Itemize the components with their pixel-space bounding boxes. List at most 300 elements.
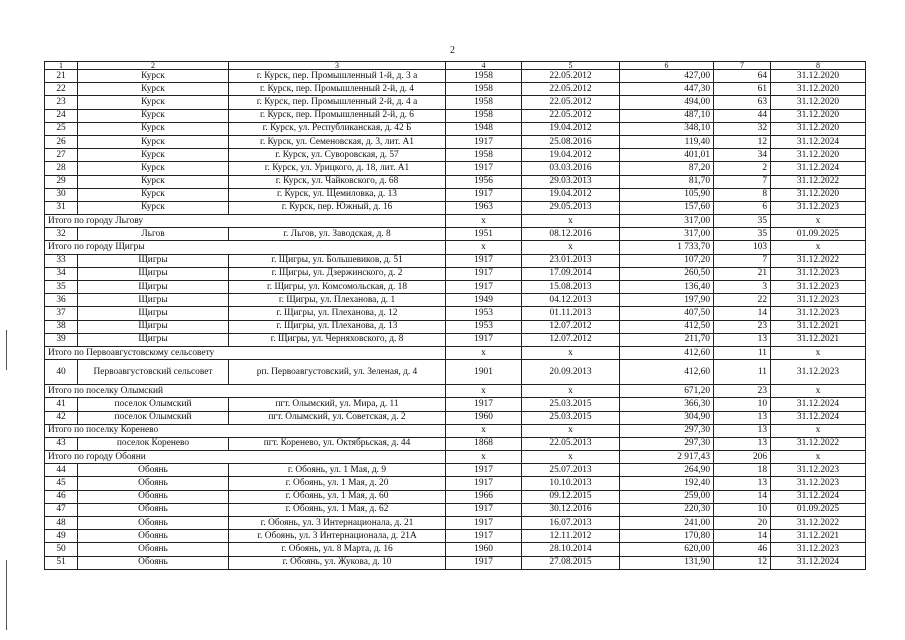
table-cell: 31.12.2020 bbox=[771, 83, 866, 96]
table-cell: 44 bbox=[45, 464, 78, 477]
table-cell: 31.12.2020 bbox=[771, 70, 866, 83]
table-cell: 31.12.2024 bbox=[771, 556, 866, 569]
column-number: 6 bbox=[620, 62, 714, 70]
table-cell: 37 bbox=[45, 307, 78, 320]
table-cell: г. Курск, ул. Республиканская, д. 42 Б bbox=[229, 122, 446, 135]
table-cell: 10 bbox=[714, 398, 771, 411]
table-cell: г. Щигры, ул. Плеханова, д. 13 bbox=[229, 320, 446, 333]
table-cell: 1963 bbox=[446, 201, 522, 214]
table-cell: 1917 bbox=[446, 398, 522, 411]
table-cell: 494,00 bbox=[620, 96, 714, 109]
table-cell: 18 bbox=[714, 464, 771, 477]
table-cell: 63 bbox=[714, 96, 771, 109]
column-number: 4 bbox=[446, 62, 522, 70]
table-cell: 22.05.2012 bbox=[522, 96, 620, 109]
table-cell: 447,30 bbox=[620, 83, 714, 96]
table-cell: 297,30 bbox=[620, 437, 714, 450]
table-row bbox=[45, 490, 866, 503]
table-cell: 1917 bbox=[446, 503, 522, 516]
table-cell: 32 bbox=[45, 228, 78, 241]
table-cell: 13 bbox=[714, 437, 771, 450]
table-cell: 31.12.2023 bbox=[771, 201, 866, 214]
table-cell: 1958 bbox=[446, 109, 522, 122]
subtotal-cell: х bbox=[522, 424, 620, 437]
table-cell: 43 bbox=[45, 437, 78, 450]
table-row bbox=[45, 556, 866, 569]
subtotal-cell: 2 917,43 bbox=[620, 451, 714, 464]
table-cell: 14 bbox=[714, 490, 771, 503]
table-cell: 61 bbox=[714, 83, 771, 96]
table-cell: Курск bbox=[78, 201, 229, 214]
table-row bbox=[45, 70, 866, 83]
table-cell: 1949 bbox=[446, 294, 522, 307]
table-cell: 31.12.2020 bbox=[771, 149, 866, 162]
table-cell: 29.03.2013 bbox=[522, 175, 620, 188]
table-cell: г. Курск, пер. Промышленный 2-й, д. 4 а bbox=[229, 96, 446, 109]
subtotal-row bbox=[45, 424, 866, 437]
table-cell: 31.12.2024 bbox=[771, 162, 866, 175]
subtotal-label: Итого по поселку Коренево bbox=[45, 424, 446, 437]
subtotal-row bbox=[45, 385, 866, 398]
table-cell: 31.12.2022 bbox=[771, 517, 866, 530]
table-cell: 04.12.2013 bbox=[522, 294, 620, 307]
table-cell: пгт. Олымский, ул. Мира, д. 11 bbox=[229, 398, 446, 411]
table-cell: 35 bbox=[45, 281, 78, 294]
table-row bbox=[45, 149, 866, 162]
table-cell: 13 bbox=[714, 333, 771, 346]
table-cell: 12 bbox=[714, 135, 771, 148]
subtotal-cell: 206 bbox=[714, 451, 771, 464]
table-row bbox=[45, 254, 866, 267]
table-cell: 13 bbox=[714, 477, 771, 490]
table-cell: 131,90 bbox=[620, 556, 714, 569]
table-cell: 36 bbox=[45, 294, 78, 307]
table-cell: 22 bbox=[714, 294, 771, 307]
table-cell: Щигры bbox=[78, 320, 229, 333]
table-cell: г. Курск, пер. Южный, д. 16 bbox=[229, 201, 446, 214]
table-cell: 31.12.2024 bbox=[771, 135, 866, 148]
table-cell: 31.12.2023 bbox=[771, 477, 866, 490]
subtotal-cell: х bbox=[522, 385, 620, 398]
column-number: 2 bbox=[78, 62, 229, 70]
subtotal-row bbox=[45, 241, 866, 254]
table-cell: Щигры bbox=[78, 281, 229, 294]
table-cell: 1917 bbox=[446, 267, 522, 280]
table-cell: г. Курск, ул. Урицкого, д. 18, лит. А1 bbox=[229, 162, 446, 175]
table-cell: 21 bbox=[45, 70, 78, 83]
table-cell: 16.07.2013 bbox=[522, 517, 620, 530]
table-cell: 17.09.2014 bbox=[522, 267, 620, 280]
table-cell: 31.12.2022 bbox=[771, 437, 866, 450]
subtotal-cell: 671,20 bbox=[620, 385, 714, 398]
table-cell: поселок Олымский bbox=[78, 398, 229, 411]
table-cell: г. Курск, пер. Промышленный 1-й, д. 3 а bbox=[229, 70, 446, 83]
table-cell: 38 bbox=[45, 320, 78, 333]
table-cell: 192,40 bbox=[620, 477, 714, 490]
table-cell: 31 bbox=[45, 201, 78, 214]
table-cell: 136,40 bbox=[620, 281, 714, 294]
table-cell: 01.09.2025 bbox=[771, 228, 866, 241]
table-cell: 42 bbox=[45, 411, 78, 424]
table-cell: 1953 bbox=[446, 307, 522, 320]
subtotal-cell: 23 bbox=[714, 385, 771, 398]
table-row bbox=[45, 281, 866, 294]
table-row bbox=[45, 530, 866, 543]
table-cell: 317,00 bbox=[620, 228, 714, 241]
table-cell: 20 bbox=[714, 517, 771, 530]
table-cell: 412,50 bbox=[620, 320, 714, 333]
table-cell: 22.05.2012 bbox=[522, 83, 620, 96]
table-cell: 25.08.2016 bbox=[522, 135, 620, 148]
table-row bbox=[45, 517, 866, 530]
table-cell: 1917 bbox=[446, 556, 522, 569]
table-cell: 31.12.2024 bbox=[771, 411, 866, 424]
table-cell: 412,60 bbox=[620, 360, 714, 385]
table-cell: 1958 bbox=[446, 96, 522, 109]
table-cell: г. Щигры, ул. Плеханова, д. 1 bbox=[229, 294, 446, 307]
table-row bbox=[45, 228, 866, 241]
table-cell: 264,90 bbox=[620, 464, 714, 477]
table-cell: 39 bbox=[45, 333, 78, 346]
table-cell: 31.12.2021 bbox=[771, 333, 866, 346]
table-cell: 31.12.2023 bbox=[771, 267, 866, 280]
table-cell: 1868 bbox=[446, 437, 522, 450]
table-cell: 1917 bbox=[446, 162, 522, 175]
table-cell: г. Обоянь, ул. Жукова, д. 10 bbox=[229, 556, 446, 569]
table-cell: Курск bbox=[78, 175, 229, 188]
table-cell: 35 bbox=[714, 228, 771, 241]
table-cell: г. Щигры, ул. Большевиков, д. 51 bbox=[229, 254, 446, 267]
table-cell: 220,30 bbox=[620, 503, 714, 516]
table-row bbox=[45, 96, 866, 109]
table-cell: 1948 bbox=[446, 122, 522, 135]
column-number: 3 bbox=[229, 62, 446, 70]
table-cell: 34 bbox=[45, 267, 78, 280]
subtotal-label: Итого по городу Щигры bbox=[45, 241, 446, 254]
subtotal-cell: 11 bbox=[714, 346, 771, 359]
table-cell: 12 bbox=[714, 556, 771, 569]
table-cell: 8 bbox=[714, 188, 771, 201]
table-cell: 620,00 bbox=[620, 543, 714, 556]
table-cell: 197,90 bbox=[620, 294, 714, 307]
table-cell: 10.10.2013 bbox=[522, 477, 620, 490]
table-cell: 1917 bbox=[446, 188, 522, 201]
table-cell: 31.12.2023 bbox=[771, 281, 866, 294]
table-cell: 50 bbox=[45, 543, 78, 556]
subtotal-cell: 13 bbox=[714, 424, 771, 437]
table-row bbox=[45, 543, 866, 556]
table-cell: 12.07.2012 bbox=[522, 320, 620, 333]
table-cell: Щигры bbox=[78, 294, 229, 307]
table-cell: 31.12.2020 bbox=[771, 188, 866, 201]
table-row bbox=[45, 267, 866, 280]
table-cell: 14 bbox=[714, 530, 771, 543]
table-cell: 31.12.2021 bbox=[771, 530, 866, 543]
table-cell: Обоянь bbox=[78, 490, 229, 503]
table-cell: 44 bbox=[714, 109, 771, 122]
table-cell: 45 bbox=[45, 477, 78, 490]
table-row bbox=[45, 398, 866, 411]
table-row bbox=[45, 122, 866, 135]
table-cell: 31.12.2023 bbox=[771, 294, 866, 307]
table-cell: 1917 bbox=[446, 464, 522, 477]
table-cell: 41 bbox=[45, 398, 78, 411]
table-cell: 46 bbox=[714, 543, 771, 556]
table-row bbox=[45, 320, 866, 333]
table-cell: 21 bbox=[714, 267, 771, 280]
subtotal-cell: х bbox=[446, 346, 522, 359]
table-cell: 3 bbox=[714, 281, 771, 294]
registry-table bbox=[44, 61, 866, 570]
column-number: 1 bbox=[45, 62, 78, 70]
table-cell: 31.12.2024 bbox=[771, 398, 866, 411]
table-row bbox=[45, 464, 866, 477]
table-cell: Щигры bbox=[78, 333, 229, 346]
table-cell: 304,90 bbox=[620, 411, 714, 424]
subtotal-cell: 412,60 bbox=[620, 346, 714, 359]
table-cell: 23 bbox=[45, 96, 78, 109]
table-cell: 107,20 bbox=[620, 254, 714, 267]
table-cell: г. Щигры, ул. Дзержинского, д. 2 bbox=[229, 267, 446, 280]
table-cell: поселок Коренево bbox=[78, 437, 229, 450]
table-cell: Обоянь bbox=[78, 543, 229, 556]
subtotal-row bbox=[45, 346, 866, 359]
table-cell: 64 bbox=[714, 70, 771, 83]
table-cell: 1917 bbox=[446, 517, 522, 530]
table-cell: 1966 bbox=[446, 490, 522, 503]
subtotal-label: Итого по поселку Олымский bbox=[45, 385, 446, 398]
table-cell: Курск bbox=[78, 96, 229, 109]
table-cell: 259,00 bbox=[620, 490, 714, 503]
table-cell: 7 bbox=[714, 254, 771, 267]
table-cell: 25.03.2015 bbox=[522, 411, 620, 424]
subtotal-cell: х bbox=[446, 215, 522, 228]
table-cell: 30.12.2016 bbox=[522, 503, 620, 516]
table-cell: г. Обоянь, ул. 8 Марта, д. 16 bbox=[229, 543, 446, 556]
table-cell: Обоянь bbox=[78, 503, 229, 516]
subtotal-cell: х bbox=[771, 424, 866, 437]
table-cell: 19.04.2012 bbox=[522, 122, 620, 135]
table-cell: 22.05.2012 bbox=[522, 70, 620, 83]
table-cell: 1917 bbox=[446, 281, 522, 294]
table-row bbox=[45, 83, 866, 96]
table-cell: 27.08.2015 bbox=[522, 556, 620, 569]
table-cell: 31.12.2020 bbox=[771, 122, 866, 135]
subtotal-cell: х bbox=[771, 215, 866, 228]
table-cell: 23 bbox=[714, 320, 771, 333]
table-cell: г. Обоянь, ул. 1 Мая, д. 9 bbox=[229, 464, 446, 477]
table-cell: 31.12.2022 bbox=[771, 175, 866, 188]
subtotal-cell: 317,00 bbox=[620, 215, 714, 228]
table-row bbox=[45, 162, 866, 175]
table-cell: 31.12.2023 bbox=[771, 360, 866, 385]
table-cell: 47 bbox=[45, 503, 78, 516]
table-cell: 23.01.2013 bbox=[522, 254, 620, 267]
table-cell: 1953 bbox=[446, 320, 522, 333]
table-cell: 31.12.2021 bbox=[771, 320, 866, 333]
subtotal-cell: х bbox=[446, 241, 522, 254]
table-cell: 407,50 bbox=[620, 307, 714, 320]
table-cell: 1917 bbox=[446, 254, 522, 267]
table-cell: 31.12.2023 bbox=[771, 543, 866, 556]
table-cell: 1951 bbox=[446, 228, 522, 241]
table-cell: 28.10.2014 bbox=[522, 543, 620, 556]
table-cell: 170,80 bbox=[620, 530, 714, 543]
table-cell: Обоянь bbox=[78, 556, 229, 569]
table-row bbox=[45, 201, 866, 214]
table-cell: 1958 bbox=[446, 149, 522, 162]
table-cell: 28 bbox=[45, 162, 78, 175]
table-cell: 31.12.2024 bbox=[771, 490, 866, 503]
table-row bbox=[45, 411, 866, 424]
table-cell: 401,01 bbox=[620, 149, 714, 162]
binding-mark bbox=[6, 560, 7, 630]
table-cell: 31.12.2020 bbox=[771, 109, 866, 122]
table-cell: 6 bbox=[714, 201, 771, 214]
table-cell: 46 bbox=[45, 490, 78, 503]
table-cell: 01.09.2025 bbox=[771, 503, 866, 516]
table-cell: 1917 bbox=[446, 135, 522, 148]
table-row bbox=[45, 503, 866, 516]
table-row bbox=[45, 135, 866, 148]
table-cell: 22.05.2013 bbox=[522, 437, 620, 450]
table-cell: 260,50 bbox=[620, 267, 714, 280]
table-cell: поселок Олымский bbox=[78, 411, 229, 424]
table-cell: Курск bbox=[78, 109, 229, 122]
table-row bbox=[45, 307, 866, 320]
table-cell: пгт. Олымский, ул. Советская, д. 2 bbox=[229, 411, 446, 424]
subtotal-cell: х bbox=[522, 241, 620, 254]
subtotal-cell: х bbox=[446, 385, 522, 398]
table-cell: 31.12.2023 bbox=[771, 464, 866, 477]
table-cell: 119,40 bbox=[620, 135, 714, 148]
table-row bbox=[45, 175, 866, 188]
subtotal-cell: х bbox=[771, 451, 866, 464]
table-cell: г. Курск, ул. Чайковского, д. 68 bbox=[229, 175, 446, 188]
table-cell: Щигры bbox=[78, 307, 229, 320]
table-cell: 105,90 bbox=[620, 188, 714, 201]
table-cell: 12.11.2012 bbox=[522, 530, 620, 543]
table-cell: 10 bbox=[714, 503, 771, 516]
table-cell: Курск bbox=[78, 162, 229, 175]
table-cell: 30 bbox=[45, 188, 78, 201]
table-cell: Курск bbox=[78, 188, 229, 201]
table-cell: 29.05.2013 bbox=[522, 201, 620, 214]
table-cell: г. Курск, ул. Щемиловка, д. 13 bbox=[229, 188, 446, 201]
table-cell: 32 bbox=[714, 122, 771, 135]
subtotal-label: Итого по Первоавгустовскому сельсовету bbox=[45, 346, 446, 359]
table-cell: 33 bbox=[45, 254, 78, 267]
table-cell: 1901 bbox=[446, 360, 522, 385]
table-cell: 20.09.2013 bbox=[522, 360, 620, 385]
table-row bbox=[45, 360, 866, 385]
table-cell: 34 bbox=[714, 149, 771, 162]
table-cell: г. Обоянь, ул. 1 Мая, д. 60 bbox=[229, 490, 446, 503]
table-cell: г. Щигры, ул. Плеханова, д. 12 bbox=[229, 307, 446, 320]
subtotal-cell: х bbox=[771, 346, 866, 359]
subtotal-cell: х bbox=[522, 215, 620, 228]
table-cell: 15.08.2013 bbox=[522, 281, 620, 294]
table-cell: г. Льгов, ул. Заводская, д. 8 bbox=[229, 228, 446, 241]
table-cell: 1960 bbox=[446, 543, 522, 556]
table-cell: пгт. Коренево, ул. Октябрьская, д. 44 bbox=[229, 437, 446, 450]
table-cell: 1917 bbox=[446, 333, 522, 346]
table-cell: 87,20 bbox=[620, 162, 714, 175]
table-row bbox=[45, 109, 866, 122]
table-cell: 29 bbox=[45, 175, 78, 188]
table-cell: 81,70 bbox=[620, 175, 714, 188]
table-cell: рп. Первоавгустовский, ул. Зеленая, д. 4 bbox=[229, 360, 446, 385]
table-cell: 13 bbox=[714, 411, 771, 424]
subtotal-cell: х bbox=[522, 451, 620, 464]
table-row bbox=[45, 477, 866, 490]
table-cell: 22 bbox=[45, 83, 78, 96]
subtotal-cell: х bbox=[446, 424, 522, 437]
table-cell: Первоавгустовский сельсовет bbox=[78, 360, 229, 385]
subtotal-cell: х bbox=[771, 385, 866, 398]
table-cell: 31.12.2023 bbox=[771, 307, 866, 320]
table-cell: 51 bbox=[45, 556, 78, 569]
table-cell: 26 bbox=[45, 135, 78, 148]
table-cell: 27 bbox=[45, 149, 78, 162]
table-cell: Курск bbox=[78, 122, 229, 135]
binding-mark bbox=[6, 330, 7, 370]
table-cell: 1958 bbox=[446, 70, 522, 83]
table-cell: Обоянь bbox=[78, 530, 229, 543]
subtotal-row bbox=[45, 215, 866, 228]
subtotal-cell: 35 bbox=[714, 215, 771, 228]
table-cell: 7 bbox=[714, 175, 771, 188]
column-number-row bbox=[45, 62, 866, 70]
table-cell: 25.07.2013 bbox=[522, 464, 620, 477]
table-cell: Обоянь bbox=[78, 517, 229, 530]
table-cell: 24 bbox=[45, 109, 78, 122]
table-cell: г. Щигры, ул. Комсомольская, д. 18 bbox=[229, 281, 446, 294]
table-cell: 25 bbox=[45, 122, 78, 135]
table-cell: Щигры bbox=[78, 267, 229, 280]
table-cell: 11 bbox=[714, 360, 771, 385]
subtotal-label: Итого по городу Льгову bbox=[45, 215, 446, 228]
table-cell: г. Курск, пер. Промышленный 2-й, д. 4 bbox=[229, 83, 446, 96]
column-number: 8 bbox=[771, 62, 866, 70]
table-cell: 1917 bbox=[446, 530, 522, 543]
table-cell: 03.03.2016 bbox=[522, 162, 620, 175]
table-cell: г. Обоянь, ул. 3 Интернационала, д. 21 bbox=[229, 517, 446, 530]
table-cell: Курск bbox=[78, 70, 229, 83]
subtotal-row bbox=[45, 451, 866, 464]
table-cell: 49 bbox=[45, 530, 78, 543]
table-cell: 1958 bbox=[446, 83, 522, 96]
table-cell: 157,60 bbox=[620, 201, 714, 214]
table-cell: Обоянь bbox=[78, 477, 229, 490]
table-cell: 19.04.2012 bbox=[522, 188, 620, 201]
table-cell: 40 bbox=[45, 360, 78, 385]
table-cell: 487,10 bbox=[620, 109, 714, 122]
table-cell: 25.03.2015 bbox=[522, 398, 620, 411]
table-cell: 241,00 bbox=[620, 517, 714, 530]
table-cell: 31.12.2022 bbox=[771, 254, 866, 267]
subtotal-cell: 1 733,70 bbox=[620, 241, 714, 254]
subtotal-label: Итого по городу Обояни bbox=[45, 451, 446, 464]
table-cell: 1956 bbox=[446, 175, 522, 188]
table-cell: 348,10 bbox=[620, 122, 714, 135]
table-cell: г. Щигры, ул. Черняховского, д. 8 bbox=[229, 333, 446, 346]
table-row bbox=[45, 437, 866, 450]
table-cell: г. Обоянь, ул. 1 Мая, д. 62 bbox=[229, 503, 446, 516]
table-cell: 12.07.2012 bbox=[522, 333, 620, 346]
table-cell: Льгов bbox=[78, 228, 229, 241]
table-cell: 09.12.2015 bbox=[522, 490, 620, 503]
